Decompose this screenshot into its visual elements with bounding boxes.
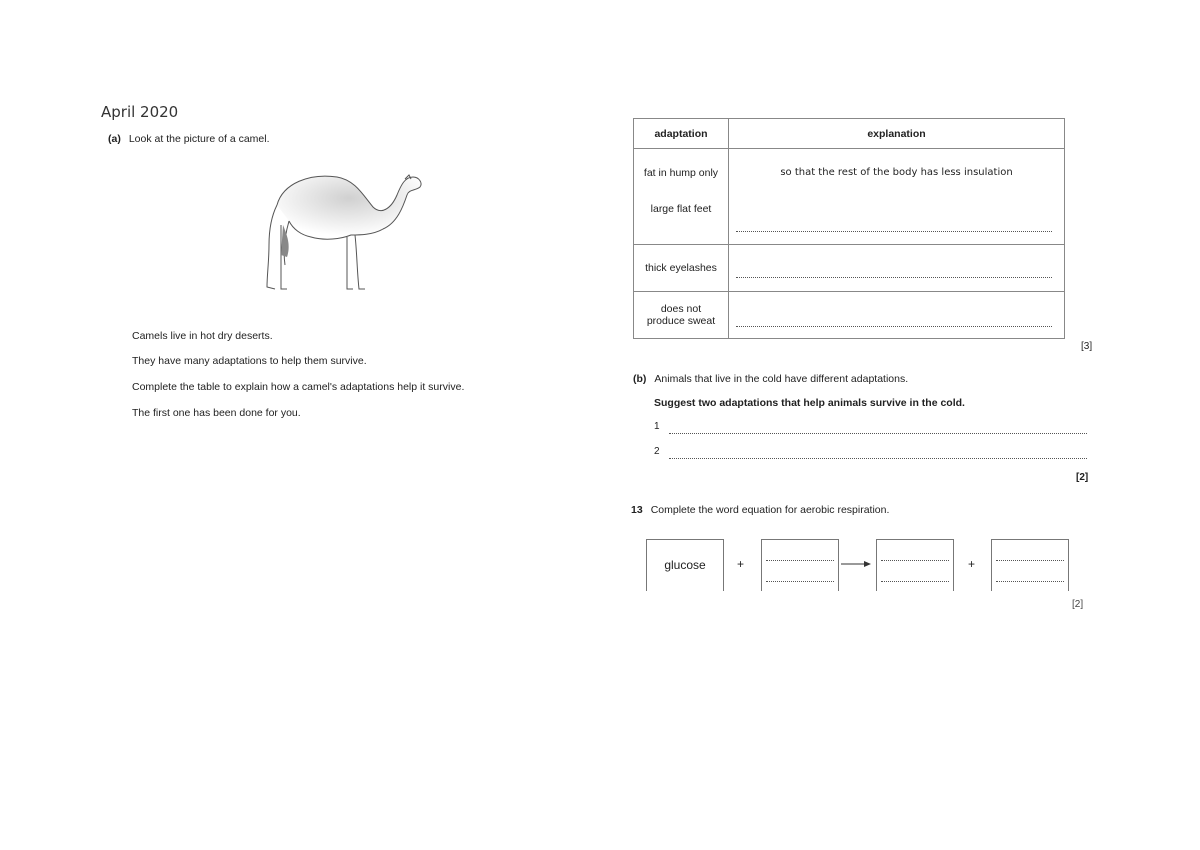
- page-title: April 2020: [101, 103, 179, 121]
- adaptation-table: [633, 118, 1065, 339]
- question-b-label: (b): [633, 373, 647, 385]
- glucose-label: glucose: [664, 558, 706, 572]
- header-adaptation: adaptation: [634, 119, 729, 149]
- answer-cell-sweat[interactable]: [729, 292, 1065, 339]
- answer-cell-feet[interactable]: [729, 197, 1065, 245]
- arrow-right-icon: [840, 559, 872, 569]
- adaptation-cell: large flat feet: [634, 197, 729, 245]
- answer-cell-eyelashes[interactable]: [729, 245, 1065, 292]
- text-line-3: Complete the table to explain how a camel's adaptations help it survive.: [132, 381, 465, 393]
- question-13-text: Complete the word equation for aerobic respiration.: [650, 504, 890, 516]
- plus-sign: +: [737, 557, 745, 571]
- text-line-1: Camels live in hot dry deserts.: [132, 330, 273, 342]
- table-row: [634, 149, 1065, 197]
- camel-illustration: [255, 165, 425, 295]
- question-b-prompt: [633, 373, 908, 385]
- example-explanation: so that the rest of the body has less insulation: [729, 149, 1065, 197]
- glucose-box: [646, 539, 724, 591]
- adaptation-cell: fat in hump only: [634, 149, 729, 197]
- adaptation-line: does not: [660, 303, 702, 315]
- table-row: [634, 292, 1065, 339]
- marks-13: [2]: [1072, 599, 1084, 610]
- question-a-label: (a): [108, 133, 121, 145]
- text-line-4: The first one has been done for you.: [132, 407, 301, 419]
- adaptation-line: produce sweat: [646, 315, 716, 327]
- answer-number: 2: [654, 446, 660, 457]
- marks-b: [2]: [1076, 472, 1089, 483]
- text-line-2: They have many adaptations to help them survive.: [132, 355, 367, 367]
- answer-number: 1: [654, 421, 660, 432]
- marks-a: [3]: [1081, 341, 1093, 352]
- table-row: [634, 245, 1065, 292]
- question-b-instruction: Suggest two adaptations that help animals survive in the cold.: [654, 397, 965, 409]
- adaptation-cell: [634, 292, 729, 339]
- question-13-number: 13: [631, 504, 643, 516]
- table-row: [634, 197, 1065, 245]
- question-b-text: Animals that live in the cold have different adaptations.: [654, 373, 909, 385]
- question-a-text: Look at the picture of a camel.: [128, 133, 270, 145]
- product-answer-box-2[interactable]: [991, 539, 1069, 591]
- adaptation-cell: thick eyelashes: [634, 245, 729, 292]
- plus-sign: +: [968, 557, 976, 571]
- header-explanation: explanation: [729, 119, 1065, 149]
- question-13-prompt: [631, 504, 889, 516]
- reactant-answer-box[interactable]: [761, 539, 839, 591]
- product-answer-box-1[interactable]: [876, 539, 954, 591]
- question-a-prompt: [108, 133, 270, 145]
